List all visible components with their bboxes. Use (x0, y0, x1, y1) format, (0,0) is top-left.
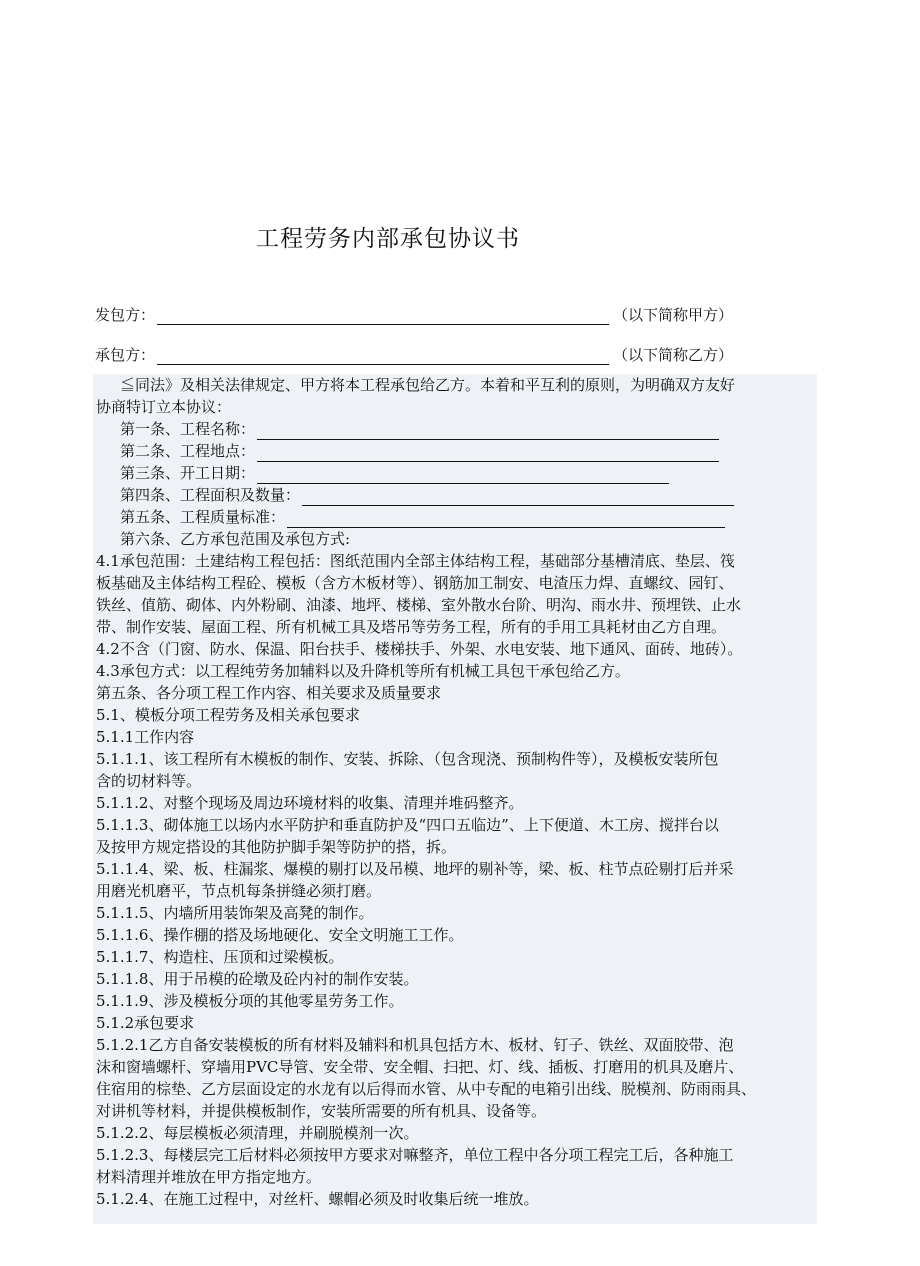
article-label: 第五条、工程质量标准： (120, 508, 286, 526)
start-date-fill-line[interactable] (257, 467, 669, 484)
body-line: 用磨光机磨平，节点机每条拼缝必须打磨。 (96, 882, 382, 900)
body-line: 含的切材料等。 (96, 772, 202, 790)
article-label: 第一条、工程名称： (120, 420, 256, 438)
contractor-fill-line[interactable] (157, 348, 609, 365)
contractor-suffix: （以下简称乙方） (613, 346, 734, 364)
body-line: 4.2不含（门窗、防水、保温、阳台扶手、楼梯扶手、外架、水电安装、地下通风、面砖、地砖）。 (96, 640, 743, 658)
body-line: 5.1.1.7、构造柱、压顶和过梁模板。 (96, 948, 344, 966)
body-line: 板基础及主体结构工程砼、模板（含方木板材等）、钢筋加工制安、电渣压力焊、直螺纹、园钉、 (96, 574, 734, 592)
body-line: 4.3承包方式：以工程纯劳务加辅料以及升降机等所有机械工具包干承包给乙方。 (96, 662, 630, 680)
body-line: 5.1.1.1、该工程所有木模板的制作、安装、拆除、（包含现浇、预制构件等），及模板安装所包 (96, 750, 719, 768)
body-line: 铁丝、值筋、砌体、内外粉刷、油漆、地坪、楼梯、室外散水台阶、明沟、雨水井、预埋铁、止水 (96, 596, 742, 614)
article-label: 第六条、乙方承包范围及承包方式: (120, 530, 351, 548)
body-line: 5.1.2.4、在施工过程中，对丝杆、螺帽必须及时收集后统一堆放。 (96, 1190, 539, 1208)
article-row (96, 440, 818, 462)
project-location-fill-line[interactable] (257, 445, 719, 462)
employer-fill-line[interactable] (157, 308, 609, 325)
body-line: 5.1.2.1乙方自备安装模板的所有材料及辅料和机具包括方木、板材、钉子、铁丝、双面胶带、泡 (96, 1036, 734, 1054)
body-line: 5.1.1.2、对整个现场及周边环境材料的收集、清理并堆码整齐。 (96, 794, 524, 812)
body-line: 住宿用的棕垫、乙方层面设定的水龙有以后得而水管、从中专配的电箱引出线、脱模剂、防雨雨具、 (96, 1080, 757, 1098)
body-line: 5.1.1.6、操作棚的搭及场地硬化、安全文明施工工作。 (96, 926, 464, 944)
contractor-label: 承包方： (95, 346, 156, 364)
article-row (96, 506, 818, 528)
body-line: 沫和窗墙螺杆、穿墙用PVC导管、安全带、安全帽、扫把、灯、线、插板、打磨用的机具及磨片、 (96, 1058, 744, 1076)
project-name-fill-line[interactable] (257, 423, 719, 440)
employer-row (95, 304, 733, 325)
document-title: 工程劳务内部承包协议书 (256, 226, 520, 252)
body-line: 及按甲方规定搭设的其他防护脚手架等防护的搭，拆。 (96, 838, 457, 856)
article-row (96, 528, 818, 550)
body-line: 4.1承包范围：土建结构工程包括：图纸范围内全部主体结构工程，基础部分基槽清底、垫层、筏 (96, 552, 735, 570)
body-line: 5.1.1.4、梁、板、柱漏浆、爆模的剔打以及吊模、地坪的剔补等，梁、板、柱节点砼剔打后并采 (96, 860, 734, 878)
intro-line: 协商特订立本协议： (96, 398, 232, 416)
article-label: 第四条、工程面积及数量： (120, 486, 301, 504)
article-label: 第三条、开工日期： (120, 464, 256, 482)
subsection-heading: 5.1.1工作内容 (96, 728, 195, 746)
agreement-body (96, 374, 818, 1210)
employer-suffix: （以下简称甲方） (613, 306, 734, 324)
body-line: 5.1.2.3、每楼层完工后材料必须按甲方要求对嘛整齐，单位工程中各分项工程完工后，各种施工 (96, 1146, 734, 1164)
subsection-heading: 5.1.2承包要求 (96, 1014, 195, 1032)
body-line: 5.1.1.8、用于吊模的砼墩及砼内衬的制作安装。 (96, 970, 419, 988)
body-line: 5.1.1.9、涉及模板分项的其他零星劳务工作。 (96, 992, 404, 1010)
employer-label: 发包方： (95, 306, 156, 324)
article-row (96, 418, 818, 440)
body-line: 材料清理并堆放在甲方指定地方。 (96, 1168, 322, 1186)
article-label: 第二条、工程地点： (120, 442, 256, 460)
section-heading: 5.1、模板分项工程劳务及相关承包要求 (96, 706, 360, 724)
body-line: 5.1.2.2、每层模板必须清理，并刷脱模剂一次。 (96, 1124, 419, 1142)
body-line: 5.1.1.5、内墙所用装饰架及高凳的制作。 (96, 904, 374, 922)
body-line: 对讲机等材料，并提供模板制作，安装所需要的所有机具、设备等。 (96, 1102, 547, 1120)
body-line: 带、制作安装、屋面工程、所有机械工具及塔吊等劳务工程，所有的手用工具耗材由乙方自理。 (96, 618, 727, 636)
article-row (96, 462, 818, 484)
intro-line: ≦同法》及相关法律规定、甲方将本工程承包给乙方。本着和平互利的原则，为明确双方友好 (120, 376, 736, 394)
area-quantity-fill-line[interactable] (302, 489, 734, 506)
contractor-row (95, 344, 733, 365)
section-heading: 第五条、各分项工程工作内容、相关要求及质量要求 (96, 684, 442, 702)
body-line: 5.1.1.3、砌体施工以场内水平防护和垂直防护及“四口五临边”、上下便道、木工房、搅拌台以 (96, 816, 719, 834)
quality-standard-fill-line[interactable] (287, 511, 725, 528)
article-row (96, 484, 818, 506)
